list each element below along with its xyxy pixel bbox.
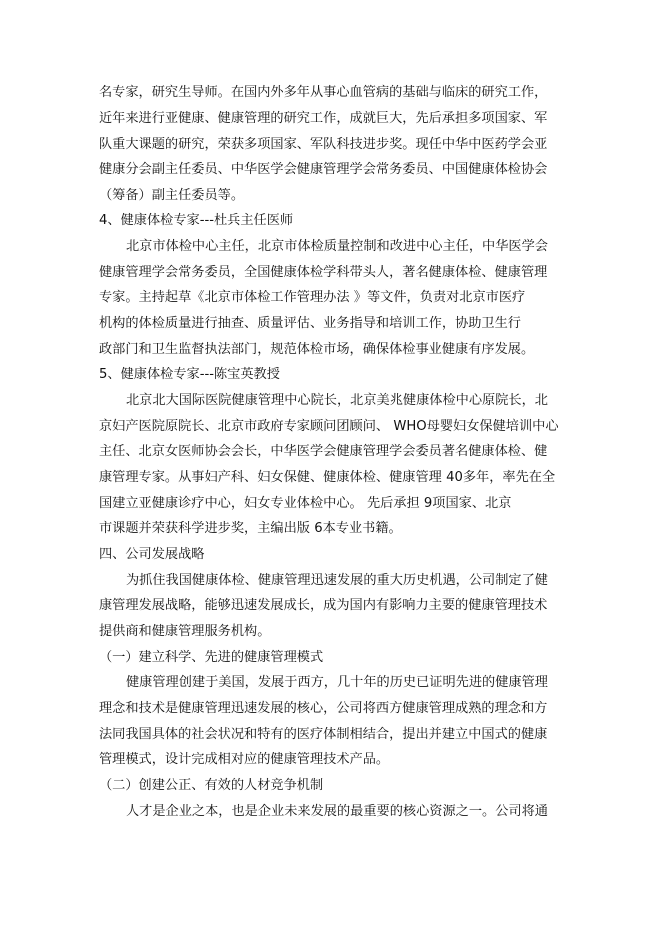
paragraph-line: 健康管理学会常务委员，全国健康体检学科带头人，著名健康体检、健康管理 (99, 265, 548, 280)
paragraph-line: 健康管理创建于美国，发展于西方，几十年的历史已证明先进的健康管理 (126, 675, 548, 690)
paragraph-line: 提供商和健康管理服务机构。 (99, 624, 271, 639)
subsection-heading: （二）创建公正、有效的人材竞争机制 (99, 778, 324, 793)
paragraph-line: 康管理专家。从事妇产科、妇女保健、健康体检、健康管理 40多年，率先在全 (99, 470, 556, 485)
paragraph-line: 队重大课题的研究，荣获多项国家、军队科技进步奖。现任中华中医药学会亚 (99, 137, 548, 152)
paragraph-line: 北京市体检中心主任，北京市体检质量控制和改进中心主任，中华医学会 (126, 239, 548, 254)
paragraph-line: 市课题并荣获科学进步奖，主编出版 6本专业书籍。 (99, 521, 402, 536)
paragraph-line: 专家。主持起草《北京市体检工作管理办法 》等文件，负责对北京市医疗 (99, 290, 526, 305)
section-heading: 四、公司发展战略 (99, 547, 205, 562)
paragraph-line: 国建立亚健康诊疗中心，妇女专业体检中心。 先后承担 9项国家、北京 (99, 496, 512, 511)
subsection-heading: （一）建立科学、先进的健康管理模式 (99, 650, 324, 665)
paragraph-line: 健康分会副主任委员、中华医学会健康管理学会常务委员、中国健康体检协会 (99, 162, 548, 177)
paragraph-line: 北京北大国际医院健康管理中心院长，北京美兆健康体检中心原院长，北 (126, 393, 548, 408)
paragraph-line: 名专家，研究生导师。在国内外多年从事心血管病的基础与临床的研究工作， (99, 85, 548, 100)
section-heading: 4、健康体检专家---杜兵主任医师 (99, 213, 294, 228)
section-heading: 5、健康体检专家---陈宝英教授 (99, 367, 280, 382)
paragraph-line: 近年来进行亚健康、健康管理的研究工作，成就巨大，先后承担多项国家、军 (99, 111, 548, 126)
paragraph-line: 政部门和卫生监督执法部门，规范体检市场，确保体检事业健康有序发展。 (99, 342, 535, 357)
paragraph-line: 管理模式，设计完成相对应的健康管理技术产品。 (99, 752, 390, 767)
paragraph-line: 康管理发展战略，能够迅速发展成长，成为国内有影响力主要的健康管理技术 (99, 598, 548, 613)
paragraph-line: 法同我国具体的社会状况和特有的医疗体制相结合，提出并建立中国式的健康 (99, 727, 548, 742)
paragraph-line: 京妇产医院原院长、北京市政府专家顾问团顾问、 WHO母婴妇女保健培训中心 (99, 419, 559, 434)
paragraph-line: 理念和技术是健康管理迅速发展的核心，公司将西方健康管理成熟的理念和方 (99, 701, 548, 716)
paragraph-line: 人才是企业之本，也是企业未来发展的最重要的核心资源之一。公司将通 (126, 804, 548, 819)
paragraph-line: 为抓住我国健康体检、健康管理迅速发展的重大历史机遇，公司制定了健 (126, 573, 548, 588)
paragraph-line: （筹备）副主任委员等。 (99, 188, 245, 203)
paragraph-line: 机构的体检质量进行抽查、质量评估、业务指导和培训工作，协助卫生行 (99, 316, 521, 331)
paragraph-line: 主任、北京女医师协会会长，中华医学会健康管理学会委员著名健康体检、健 (99, 444, 548, 459)
